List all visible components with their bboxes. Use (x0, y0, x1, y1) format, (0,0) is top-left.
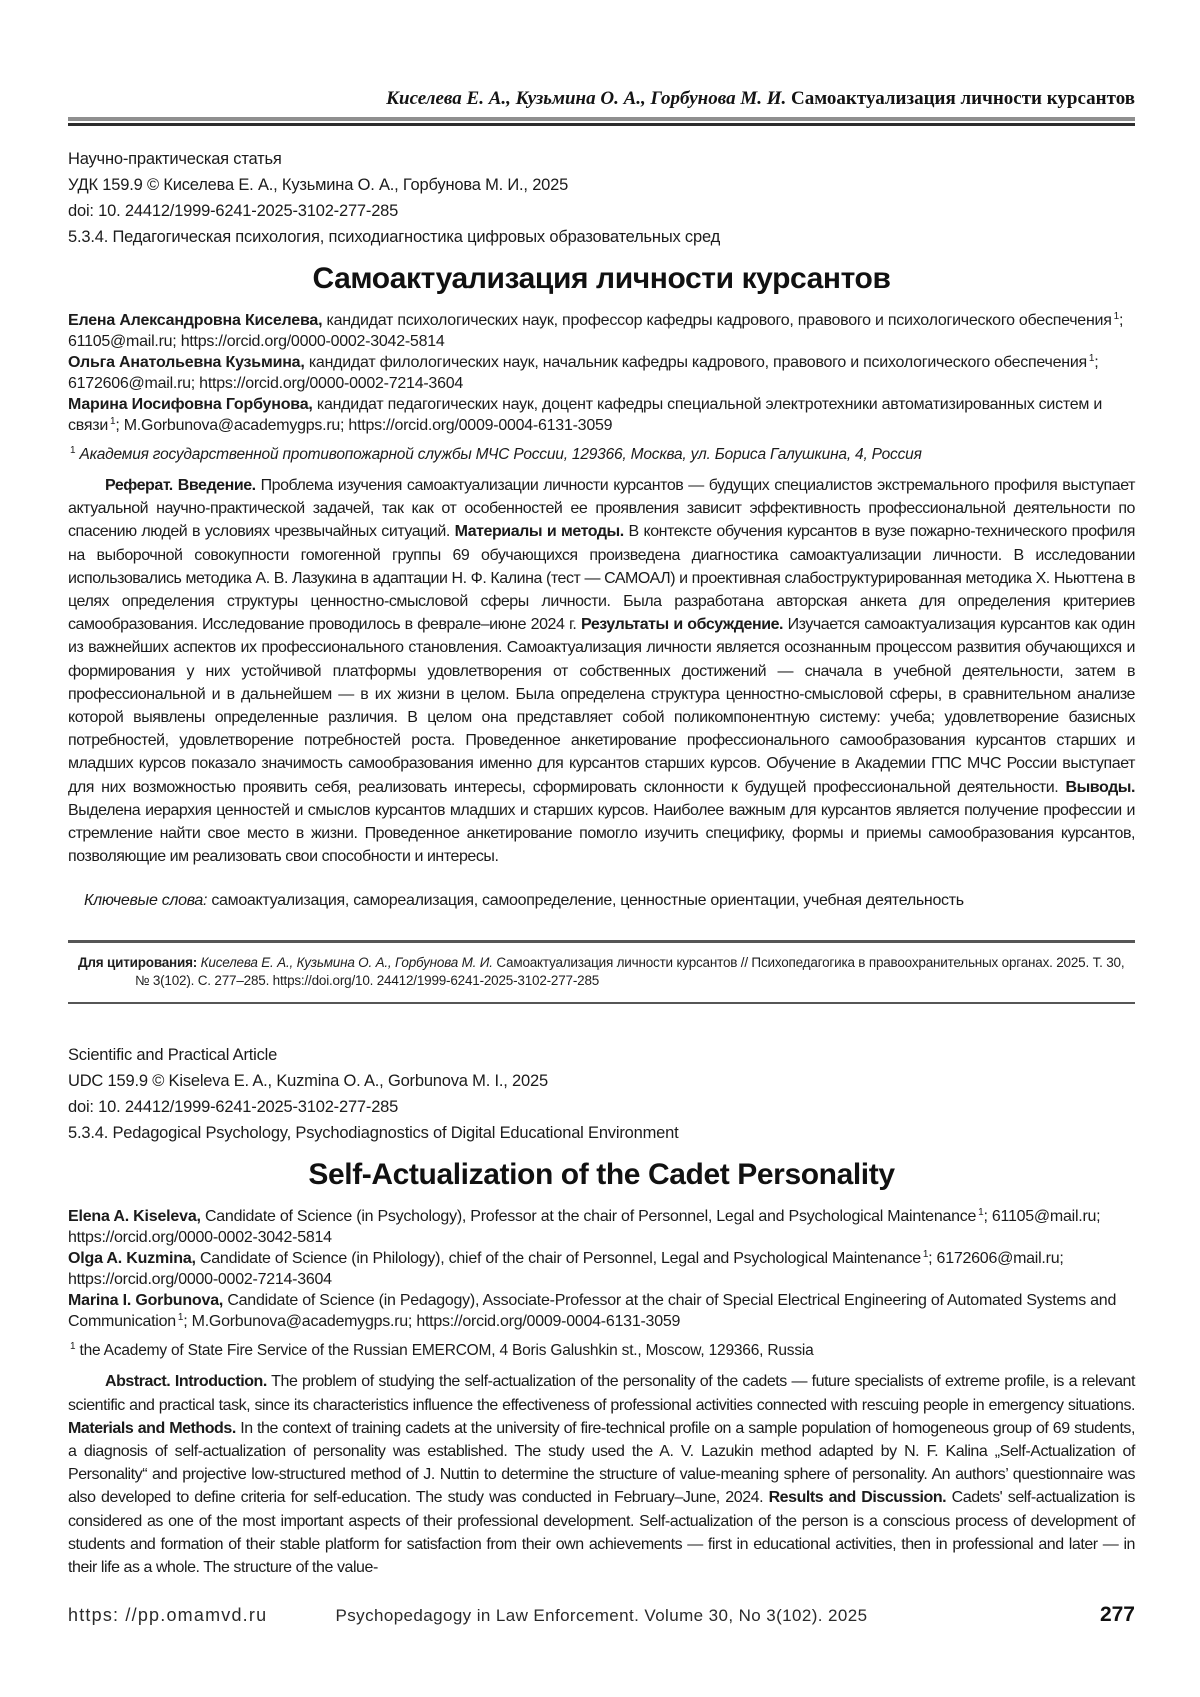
abstract-segment: Результаты и обсуждение. (581, 616, 784, 634)
author-entry (68, 394, 1135, 436)
author-role: кандидат филологических наук, начальник кафедры кадрового, правового и психологического обеспечения (304, 354, 1087, 371)
abstract-segment: Реферат. Введение. (105, 477, 256, 494)
header-rule-bottom (68, 123, 1135, 126)
author-name: Ольга Анатольевна Кузьмина, (68, 354, 305, 371)
en-meta-block (68, 1042, 1135, 1146)
affiliation-marker: 1 (70, 1341, 76, 1353)
author-contact: ; 61105@mail.ru; https://orcid.org/0000-0002-3042-5814 (68, 1208, 1101, 1247)
author-affiliation-ref: 1 (922, 1249, 929, 1261)
abstract-en (68, 1370, 1135, 1579)
author-affiliation-ref: 1 (1088, 352, 1095, 364)
author-contact: ; M.Gorbunova@academygps.ru; https://orcid.org/0009-0004-6131-3059 (115, 417, 613, 434)
journal-url: https: //pp.omamvd.ru (68, 1605, 268, 1625)
ru-doi-line: doi: 10. 24412/1999-6241-2025-3102-277-285 (68, 202, 399, 220)
abstract-segment: Материалы и методы. (454, 523, 624, 541)
author-affiliation-ref: 1 (978, 1207, 984, 1219)
author-name: Марина Иосифовна Горбунова, (68, 396, 313, 413)
en-udc-line: UDC 159.9 © Kiseleva E. A., Kuzmina O. A., Gorbunova M. I., 2025 (68, 1072, 548, 1091)
citation-block (68, 943, 1135, 1002)
citation-authors: Киселева Е. А., Кузьмина О. А., Горбунова М. И. (197, 954, 493, 970)
article-title-en: Self-Actualization of the Cadet Personality (308, 1158, 895, 1192)
divider-rule (68, 1002, 1135, 1005)
en-specialty-line: 5.3.4. Pedagogical Psychology, Psychodiagnostics of Digital Educational Environment (68, 1124, 679, 1143)
affiliation-text: the Academy of State Fire Service of the Russian EMERCOM, 4 Boris Galushkin st., Moscow, 129366, Russia (75, 1342, 814, 1360)
abstract-segment: В контексте обучения курсантов в вузе пожарно-технического профиля на выборочной совокупности гомогенной группы 69 обучающихся произведена диагностика самоактуализации личности. В исследовании использовались методика А. В. Лазукина в адаптации Н. Ф. Калина (тест — САМОАЛ) и проективная слабоструктурированная методика Х. Ньюттена в целях определения структуры ценностно-смысловой сферы личности. Была разработана авторская анкета для определения критериев самообразования. Исследование проводилось в феврале–июне 2024 г. (68, 523, 1135, 634)
author-entry (68, 1248, 1135, 1290)
en-article-type-line: Scientific and Practical Article (68, 1046, 278, 1065)
running-head-authors: Киселева Е. А., Кузьмина О. А., Горбунова М. И. (386, 88, 791, 109)
running-head (68, 88, 1135, 117)
abstract-segment: Results and Discussion. (768, 1489, 947, 1507)
journal-info: Psychopedagogy in Law Enforcement. Volume 30, No 3(102). 2025 (335, 1606, 868, 1625)
author-entry (68, 1290, 1135, 1332)
en-authors-block (68, 1206, 1135, 1332)
ru-authors-block (68, 310, 1135, 436)
author-entry (68, 310, 1135, 352)
affiliation-text: Академия государственной противопожарной службы МЧС России, 129366, Москва, ул. Бориса Галушкина, 4, Россия (75, 446, 922, 463)
header-rule (68, 117, 1135, 126)
abstract-segment: Materials and Methods. (68, 1419, 236, 1437)
author-name: Marina I. Gorbunova, (68, 1292, 224, 1310)
author-role: Candidate of Science (in Psychology), Professor at the chair of Personnel, Legal and Psychological Maintenance (200, 1208, 977, 1226)
author-role: кандидат педагогических наук, доцент кафедры специальной электротехники автоматизированных систем и связи (68, 396, 1103, 434)
keywords-text: самоактуализация, самореализация, самоопределение, ценностные ориентации, учебная деятельность (207, 892, 964, 910)
abstract-segment: Abstract. Introduction. (105, 1373, 267, 1391)
abstract-ru (68, 474, 1135, 868)
abstract-segment: The problem of studying the self-actualization of the personality of the cadets — future specialists of extreme profile, is a relevant scientific and practical task, since its characteristics influence the effectiveness of professional activities connected with rescuing people in emergency situations. (68, 1373, 1135, 1414)
abstract-segment: Cadets' self-actualization is considered as one of the most important aspects of their professional development. Self-actualization of the person is a conscious process of development of students and formation of their stable platform for satisfaction from their own achievements — first in educational activities, then in professional and later — in their life as a whole. The structure of the value- (68, 1489, 1135, 1577)
author-name: Elena A. Kiseleva, (68, 1208, 201, 1226)
author-role: Candidate of Science (in Pedagogy), Associate-Professor at the chair of Special Electrical Engineering of Automated Systems and Communication (68, 1292, 1117, 1331)
abstract-segment: Выводы. (1065, 778, 1135, 796)
en-affiliation (68, 1341, 1135, 1361)
abstract-segment: Выделена иерархия ценностей и смыслов курсантов младших и старших курсов. Наиболее важным для курсантов является получение профессии и стремление найти свое место в жизни. Проведенное анкетирование помогло изучить специфику, формы и приемы самообразования курсантов, позволяющие им реализовать свои способности и интересы. (68, 801, 1135, 866)
author-name: Елена Александровна Киселева, (68, 312, 323, 329)
article-title-ru: Самоактуализация личности курсантов (312, 262, 891, 295)
ru-article-type-line: Научно-практическая статья (68, 150, 282, 168)
author-entry (68, 352, 1135, 394)
author-affiliation-ref: 1 (110, 415, 116, 427)
author-role: кандидат психологических наук, профессор кафедры кадрового, правового и психологического обеспечения (322, 312, 1112, 329)
author-affiliation-ref: 1 (177, 1312, 184, 1324)
ru-udc-line: УДК 159.9 © Киселева Е. А., Кузьмина О. А., Горбунова М. И., 2025 (68, 176, 569, 194)
ru-meta-block (68, 146, 1135, 250)
ru-specialty-line: 5.3.4. Педагогическая психология, психодиагностика цифровых образовательных сред (68, 228, 720, 246)
author-contact: ; 61105@mail.ru; https://orcid.org/0000-0002-3042-5814 (68, 312, 1124, 350)
en-doi-line: doi: 10. 24412/1999-6241-2025-3102-277-285 (68, 1098, 399, 1117)
citation-label: Для цитирования: (78, 954, 198, 970)
abstract-segment: Изучается самоактуализация курсантов как один из важнейших аспектов их профессионального становления. Самоактуализация личности является осознанным процессом развития обучающихся и формирования у них устойчивой платформы удовлетворения от собственных достижений — сначала в учебной деятельности, затем в профессиональной и в дальнейшем — в их жизни в целом. Была определена структура ценностно-смысловой сферы, в сравнительном анализе которой выявлены определенные различия. В целом она представляет собой поликомпонентную систему: учеба; удовлетворение базисных потребностей, удовлетворение потребностей роста. Проведенное анкетирование профессионального самообразования курсантов старших и младших курсов показало значимость самообразования именно для курсантов старших курсов. Обучение в Академии ГПС МЧС России выступает для них возможностью проявить себя, реализовать интересы, сформировать склонности к будущей профессиональной деятельности. (68, 616, 1135, 796)
author-contact: ; 6172606@mail.ru; https://orcid.org/0000-0002-7214-3604 (68, 354, 1099, 392)
author-contact: ; M.Gorbunova@academygps.ru; https://orcid.org/0009-0004-6131-3059 (183, 1313, 681, 1331)
abstract-segment: Проблема изучения самоактуализации личности курсантов — будущих специалистов экстремального профиля выступает актуальной научно-практической задачей, так как от особенностей ее проявления зависит эффективность профессиональной деятельности по спасению людей в условиях чрезвычайных ситуаций. (68, 477, 1135, 541)
citation-text: Самоактуализация личности курсантов // Психопедагогика в правоохранительных органах. 2025. Т. 30, № 3(102). С. 277–285. https://doi.org/10. 24412/1999-6241-2025-3102-277-285 (135, 954, 1125, 988)
page-footer (68, 1603, 1135, 1629)
keywords-ru (68, 890, 1135, 912)
running-head-title: Самоактуализация личности курсантов (791, 88, 1135, 109)
author-affiliation-ref: 1 (1113, 310, 1119, 322)
keywords-label: Ключевые слова: (84, 892, 208, 910)
abstract-segment: In the context of training cadets at the university of fire-technical profile on a sample population of homogeneous group of 69 students, a diagnosis of self-actualization of personality was established. The study used the A. V. Lazukin method adapted by N. F. Kalina „Self-Actualization of Personality“ and projective low-structured method of J. Nuttin to determine the structure of value-meaning sphere of personality. An authors’ questionnaire was also developed to define criteria for self-education. The study was conducted in February–June, 2024. (68, 1419, 1135, 1507)
ru-affiliation (68, 445, 1135, 465)
header-rule-top (68, 117, 1135, 121)
author-entry (68, 1206, 1135, 1248)
author-contact: ; 6172606@mail.ru; https://orcid.org/0000-0002-7214-3604 (68, 1250, 1064, 1289)
author-name: Olga A. Kuzmina, (68, 1250, 196, 1268)
author-role: Candidate of Science (in Philology), chief of the chair of Personnel, Legal and Psychological Maintenance (195, 1250, 921, 1268)
page-number: 277 (1099, 1603, 1135, 1626)
affiliation-marker: 1 (70, 444, 76, 456)
